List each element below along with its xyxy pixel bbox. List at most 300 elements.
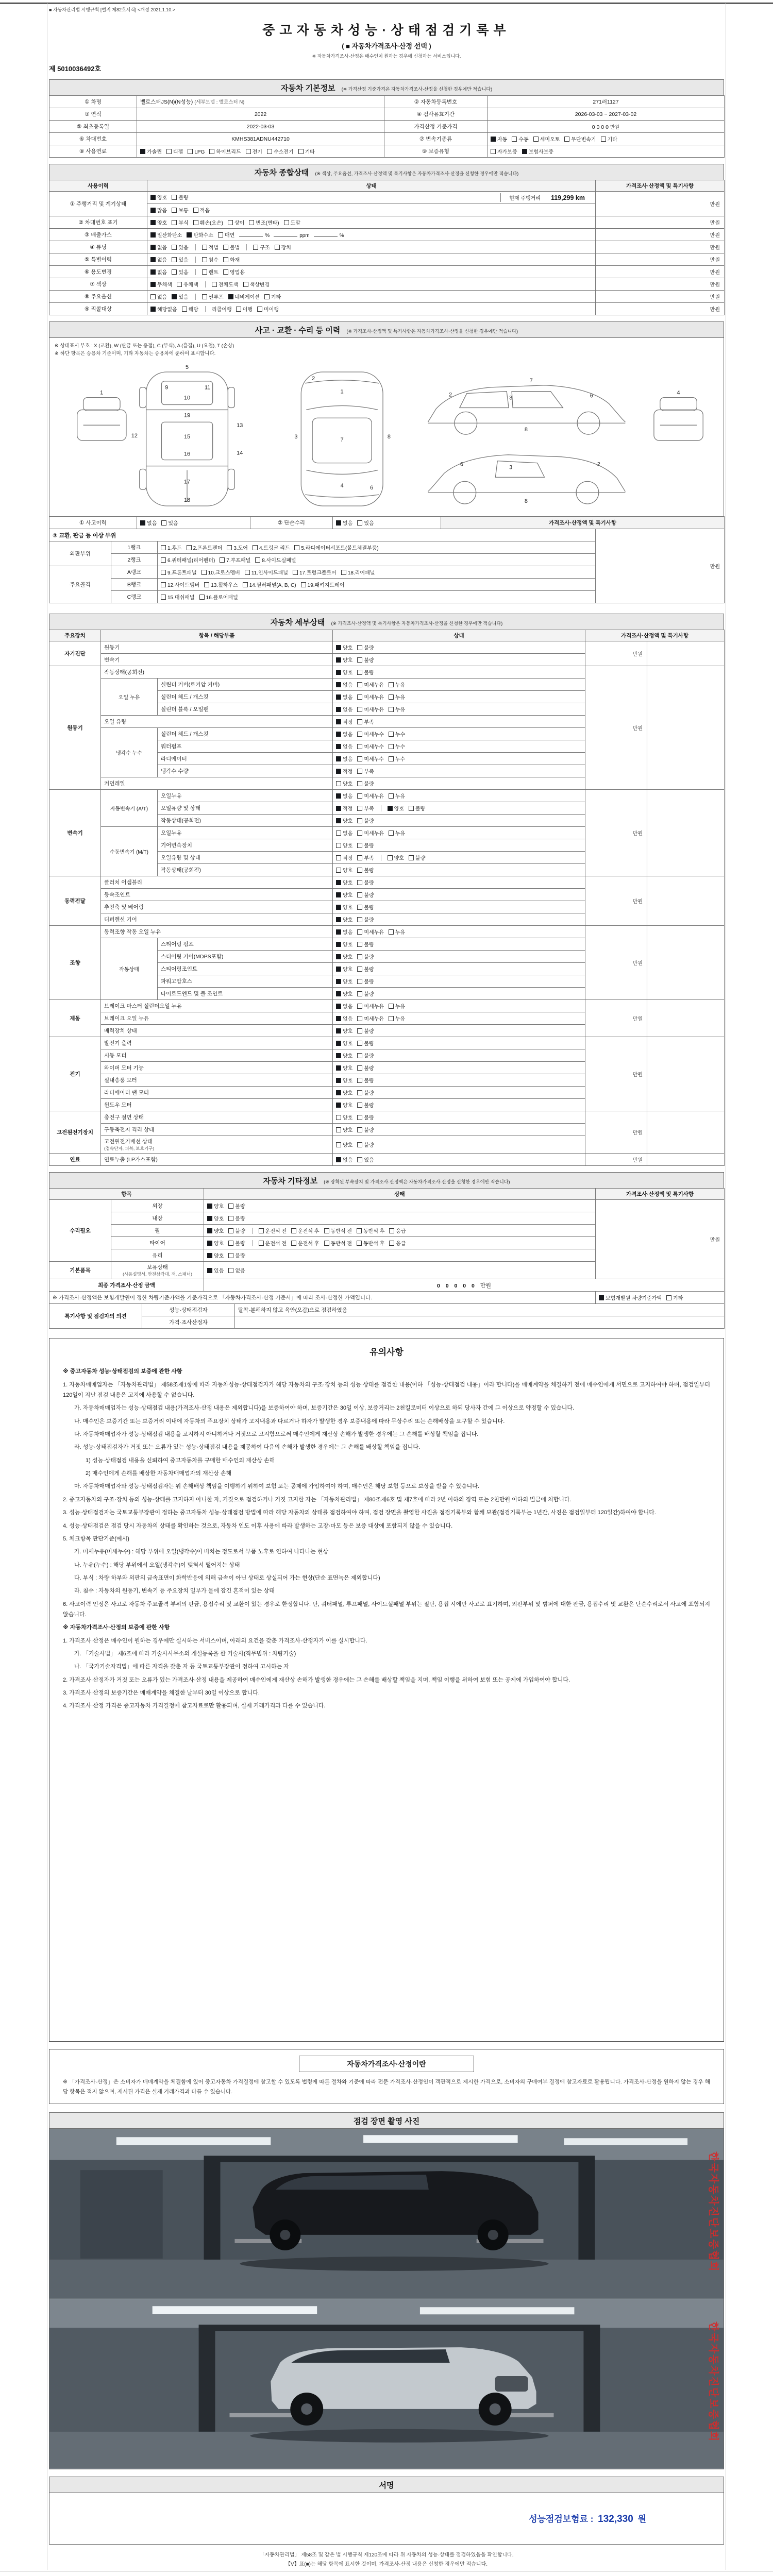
checkbox-unchecked-icon[interactable]: [357, 732, 362, 737]
checkbox-unchecked-icon[interactable]: [357, 991, 362, 996]
checkbox-checked-icon[interactable]: [336, 1103, 341, 1108]
checkbox-option[interactable]: [491, 135, 507, 143]
checkbox-checked-icon[interactable]: [336, 880, 341, 885]
checkbox-option[interactable]: [357, 693, 384, 701]
checkbox-option[interactable]: [172, 206, 188, 214]
checkbox-option[interactable]: [336, 519, 352, 527]
checkbox-unchecked-icon[interactable]: [491, 149, 496, 154]
checkbox-unchecked-icon[interactable]: [161, 557, 166, 563]
checkbox-checked-icon[interactable]: [336, 682, 341, 687]
checkbox-unchecked-icon[interactable]: [161, 595, 166, 600]
checkbox-option[interactable]: [389, 755, 405, 762]
checkbox-unchecked-icon[interactable]: [533, 137, 539, 142]
checkbox-checked-icon[interactable]: [336, 954, 341, 959]
checkbox-option[interactable]: [291, 1227, 319, 1234]
checkbox-checked-icon[interactable]: [150, 282, 156, 287]
checkbox-unchecked-icon[interactable]: [357, 818, 362, 823]
checkbox-option[interactable]: [172, 243, 188, 251]
checkbox-checked-icon[interactable]: [150, 220, 156, 225]
checkbox-option[interactable]: [389, 1227, 406, 1234]
checkbox-unchecked-icon[interactable]: [220, 557, 225, 563]
checkbox-unchecked-icon[interactable]: [512, 137, 517, 142]
checkbox-unchecked-icon[interactable]: [564, 137, 569, 142]
checkbox-option[interactable]: [336, 878, 352, 886]
checkbox-unchecked-icon[interactable]: [336, 831, 341, 836]
checkbox-option[interactable]: [259, 1239, 287, 1247]
checkbox-option[interactable]: [357, 903, 374, 911]
checkbox-checked-icon[interactable]: [336, 732, 341, 737]
checkbox-option[interactable]: [172, 293, 188, 300]
checkbox-option[interactable]: [187, 544, 223, 551]
checkbox-option[interactable]: [389, 928, 405, 936]
checkbox-unchecked-icon[interactable]: [172, 269, 177, 275]
checkbox-option[interactable]: [357, 990, 374, 997]
checkbox-option[interactable]: [357, 767, 374, 775]
checkbox-option[interactable]: [207, 1239, 224, 1247]
checkbox-option[interactable]: [264, 293, 281, 300]
checkbox-unchecked-icon[interactable]: [202, 257, 207, 262]
checkbox-option[interactable]: [228, 1227, 245, 1234]
checkbox-option[interactable]: [336, 1141, 352, 1148]
checkbox-option[interactable]: [491, 147, 517, 155]
checkbox-option[interactable]: [336, 755, 352, 762]
checkbox-unchecked-icon[interactable]: [357, 645, 362, 650]
checkbox-option[interactable]: [388, 804, 404, 812]
checkbox-unchecked-icon[interactable]: [389, 793, 394, 799]
checkbox-unchecked-icon[interactable]: [357, 979, 362, 984]
checkbox-option[interactable]: [166, 147, 183, 155]
checkbox-option[interactable]: [336, 779, 352, 787]
checkbox-checked-icon[interactable]: [336, 1065, 341, 1071]
checkbox-unchecked-icon[interactable]: [161, 582, 166, 587]
checkbox-unchecked-icon[interactable]: [243, 282, 248, 287]
checkbox-option[interactable]: [336, 1039, 352, 1047]
checkbox-unchecked-icon[interactable]: [357, 880, 362, 885]
checkbox-unchecked-icon[interactable]: [388, 855, 393, 860]
checkbox-option[interactable]: [336, 742, 352, 750]
checkbox-checked-icon[interactable]: [336, 694, 341, 700]
checkbox-option[interactable]: [255, 556, 296, 564]
checkbox-unchecked-icon[interactable]: [336, 781, 341, 786]
checkbox-checked-icon[interactable]: [336, 657, 341, 663]
checkbox-option[interactable]: [336, 1002, 352, 1010]
checkbox-option[interactable]: [172, 218, 188, 226]
checkbox-checked-icon[interactable]: [150, 307, 156, 312]
checkbox-unchecked-icon[interactable]: [336, 855, 341, 860]
checkbox-option[interactable]: [336, 916, 352, 923]
checkbox-unchecked-icon[interactable]: [166, 149, 172, 154]
checkbox-unchecked-icon[interactable]: [204, 582, 209, 587]
checkbox-option[interactable]: [218, 231, 234, 239]
checkbox-option[interactable]: [336, 928, 352, 936]
checkbox-checked-icon[interactable]: [187, 232, 192, 238]
checkbox-unchecked-icon[interactable]: [172, 245, 177, 250]
checkbox-option[interactable]: [212, 280, 239, 288]
checkbox-checked-icon[interactable]: [336, 520, 341, 526]
checkbox-unchecked-icon[interactable]: [357, 954, 362, 959]
checkbox-option[interactable]: [207, 1227, 224, 1234]
checkbox-unchecked-icon[interactable]: [357, 1078, 362, 1083]
checkbox-option[interactable]: [357, 1089, 374, 1096]
checkbox-checked-icon[interactable]: [336, 818, 341, 823]
checkbox-option[interactable]: [357, 866, 374, 874]
checkbox-unchecked-icon[interactable]: [236, 307, 241, 312]
checkbox-unchecked-icon[interactable]: [389, 1016, 394, 1021]
checkbox-option[interactable]: [336, 668, 352, 676]
checkbox-unchecked-icon[interactable]: [172, 195, 177, 200]
checkbox-option[interactable]: [389, 681, 405, 688]
checkbox-unchecked-icon[interactable]: [161, 570, 166, 575]
checkbox-option[interactable]: [202, 243, 219, 251]
checkbox-option[interactable]: [223, 268, 245, 276]
checkbox-option[interactable]: [253, 544, 290, 551]
checkbox-unchecked-icon[interactable]: [336, 868, 341, 873]
checkbox-option[interactable]: [150, 243, 167, 251]
checkbox-option[interactable]: [228, 1214, 245, 1222]
checkbox-option[interactable]: [182, 305, 198, 313]
checkbox-option[interactable]: [336, 1126, 352, 1133]
checkbox-option[interactable]: [199, 593, 238, 601]
checkbox-unchecked-icon[interactable]: [389, 929, 394, 935]
checkbox-option[interactable]: [357, 742, 384, 750]
checkbox-unchecked-icon[interactable]: [357, 756, 362, 761]
checkbox-option[interactable]: [161, 581, 199, 588]
checkbox-unchecked-icon[interactable]: [161, 545, 166, 550]
checkbox-checked-icon[interactable]: [336, 1053, 341, 1058]
checkbox-unchecked-icon[interactable]: [201, 570, 207, 575]
checkbox-option[interactable]: [202, 268, 219, 276]
checkbox-option[interactable]: [336, 1089, 352, 1096]
checkbox-option[interactable]: [201, 568, 240, 576]
checkbox-option[interactable]: [357, 878, 374, 886]
checkbox-option[interactable]: [161, 519, 178, 527]
checkbox-option[interactable]: [298, 147, 315, 155]
checkbox-checked-icon[interactable]: [207, 1268, 212, 1273]
checkbox-checked-icon[interactable]: [336, 645, 341, 650]
checkbox-unchecked-icon[interactable]: [202, 269, 207, 275]
checkbox-unchecked-icon[interactable]: [357, 1016, 362, 1021]
checkbox-checked-icon[interactable]: [207, 1241, 212, 1246]
checkbox-option[interactable]: [336, 705, 352, 713]
checkbox-option[interactable]: [172, 268, 188, 276]
checkbox-checked-icon[interactable]: [336, 707, 341, 712]
checkbox-unchecked-icon[interactable]: [228, 1204, 233, 1209]
checkbox-option[interactable]: [336, 693, 352, 701]
checkbox-unchecked-icon[interactable]: [341, 570, 346, 575]
checkbox-option[interactable]: [245, 568, 288, 576]
checkbox-option[interactable]: [336, 977, 352, 985]
checkbox-option[interactable]: [389, 705, 405, 713]
checkbox-unchecked-icon[interactable]: [228, 1241, 233, 1246]
checkbox-option[interactable]: [324, 1239, 352, 1247]
checkbox-option[interactable]: [161, 593, 195, 601]
checkbox-unchecked-icon[interactable]: [409, 806, 414, 811]
checkbox-checked-icon[interactable]: [336, 942, 341, 947]
checkbox-option[interactable]: [204, 581, 238, 588]
checkbox-option[interactable]: [357, 829, 384, 837]
checkbox-unchecked-icon[interactable]: [389, 694, 394, 700]
checkbox-option[interactable]: [140, 147, 162, 155]
checkbox-checked-icon[interactable]: [336, 967, 341, 972]
checkbox-unchecked-icon[interactable]: [357, 793, 362, 799]
checkbox-option[interactable]: [336, 767, 352, 775]
checkbox-unchecked-icon[interactable]: [357, 682, 362, 687]
checkbox-option[interactable]: [291, 1239, 319, 1247]
checkbox-option[interactable]: [357, 643, 374, 651]
checkbox-checked-icon[interactable]: [336, 769, 341, 774]
checkbox-option[interactable]: [228, 1251, 245, 1259]
checkbox-option[interactable]: [409, 854, 425, 861]
checkbox-unchecked-icon[interactable]: [357, 892, 362, 897]
checkbox-option[interactable]: [357, 718, 374, 725]
checkbox-unchecked-icon[interactable]: [228, 1253, 233, 1258]
checkbox-option[interactable]: [357, 1014, 384, 1022]
checkbox-option[interactable]: [187, 231, 213, 239]
checkbox-option[interactable]: [140, 519, 157, 527]
checkbox-option[interactable]: [336, 1076, 352, 1084]
checkbox-option[interactable]: [228, 293, 260, 300]
checkbox-unchecked-icon[interactable]: [249, 220, 254, 225]
checkbox-option[interactable]: [389, 1239, 406, 1247]
checkbox-checked-icon[interactable]: [336, 719, 341, 724]
checkbox-unchecked-icon[interactable]: [601, 137, 606, 142]
checkbox-unchecked-icon[interactable]: [188, 149, 193, 154]
checkbox-option[interactable]: [522, 147, 553, 155]
checkbox-unchecked-icon[interactable]: [275, 245, 280, 250]
checkbox-unchecked-icon[interactable]: [357, 1065, 362, 1071]
checkbox-option[interactable]: [357, 1156, 374, 1163]
checkbox-option[interactable]: [207, 1266, 224, 1274]
checkbox-checked-icon[interactable]: [207, 1228, 212, 1233]
checkbox-unchecked-icon[interactable]: [389, 682, 394, 687]
checkbox-unchecked-icon[interactable]: [223, 257, 228, 262]
checkbox-unchecked-icon[interactable]: [172, 208, 177, 213]
checkbox-unchecked-icon[interactable]: [357, 707, 362, 712]
checkbox-unchecked-icon[interactable]: [228, 1216, 233, 1221]
checkbox-option[interactable]: [512, 135, 528, 143]
checkbox-option[interactable]: [357, 1064, 374, 1072]
checkbox-option[interactable]: [275, 243, 291, 251]
checkbox-checked-icon[interactable]: [336, 1028, 341, 1033]
checkbox-option[interactable]: [228, 1239, 245, 1247]
checkbox-unchecked-icon[interactable]: [177, 282, 182, 287]
checkbox-unchecked-icon[interactable]: [161, 520, 166, 526]
checkbox-unchecked-icon[interactable]: [298, 149, 304, 154]
checkbox-checked-icon[interactable]: [336, 929, 341, 935]
checkbox-unchecked-icon[interactable]: [228, 220, 233, 225]
checkbox-option[interactable]: [666, 1294, 683, 1301]
checkbox-unchecked-icon[interactable]: [357, 719, 362, 724]
checkbox-option[interactable]: [150, 206, 167, 214]
checkbox-unchecked-icon[interactable]: [324, 1241, 329, 1246]
checkbox-option[interactable]: [193, 218, 223, 226]
checkbox-checked-icon[interactable]: [150, 269, 156, 275]
checkbox-option[interactable]: [357, 519, 374, 527]
checkbox-unchecked-icon[interactable]: [202, 245, 207, 250]
checkbox-unchecked-icon[interactable]: [324, 1228, 329, 1233]
checkbox-option[interactable]: [336, 940, 352, 948]
checkbox-option[interactable]: [188, 149, 205, 155]
checkbox-option[interactable]: [389, 742, 405, 750]
checkbox-checked-icon[interactable]: [150, 208, 156, 213]
checkbox-unchecked-icon[interactable]: [336, 1142, 341, 1147]
checkbox-option[interactable]: [161, 556, 215, 564]
checkbox-option[interactable]: [259, 1227, 287, 1234]
checkbox-option[interactable]: [357, 668, 374, 676]
checkbox-option[interactable]: [336, 656, 352, 664]
checkbox-option[interactable]: [409, 804, 425, 812]
checkbox-unchecked-icon[interactable]: [301, 582, 306, 587]
checkbox-option[interactable]: [243, 581, 296, 588]
checkbox-option[interactable]: [284, 218, 300, 226]
checkbox-unchecked-icon[interactable]: [389, 1228, 394, 1233]
checkbox-checked-icon[interactable]: [207, 1253, 212, 1258]
checkbox-option[interactable]: [564, 135, 596, 143]
checkbox-option[interactable]: [357, 841, 374, 849]
checkbox-option[interactable]: [301, 581, 345, 588]
checkbox-unchecked-icon[interactable]: [357, 1053, 362, 1058]
checkbox-unchecked-icon[interactable]: [357, 942, 362, 947]
checkbox-unchecked-icon[interactable]: [212, 282, 217, 287]
checkbox-option[interactable]: [223, 243, 240, 251]
checkbox-option[interactable]: [357, 755, 384, 762]
checkbox-option[interactable]: [336, 718, 352, 725]
checkbox-option[interactable]: [193, 206, 210, 214]
checkbox-option[interactable]: [336, 681, 352, 688]
checkbox-option[interactable]: [341, 568, 375, 576]
checkbox-option[interactable]: [357, 1052, 374, 1059]
checkbox-unchecked-icon[interactable]: [182, 307, 187, 312]
checkbox-unchecked-icon[interactable]: [357, 967, 362, 972]
checkbox-checked-icon[interactable]: [388, 806, 393, 811]
checkbox-checked-icon[interactable]: [172, 294, 177, 299]
checkbox-unchecked-icon[interactable]: [264, 294, 270, 299]
checkbox-unchecked-icon[interactable]: [253, 545, 258, 550]
checkbox-unchecked-icon[interactable]: [357, 781, 362, 786]
checkbox-unchecked-icon[interactable]: [199, 595, 205, 600]
checkbox-option[interactable]: [207, 1202, 224, 1210]
checkbox-checked-icon[interactable]: [336, 744, 341, 749]
checkbox-unchecked-icon[interactable]: [357, 917, 362, 922]
checkbox-checked-icon[interactable]: [336, 892, 341, 897]
checkbox-unchecked-icon[interactable]: [336, 1127, 341, 1132]
checkbox-option[interactable]: [227, 544, 248, 551]
checkbox-option[interactable]: [336, 730, 352, 738]
checkbox-unchecked-icon[interactable]: [357, 1004, 362, 1009]
checkbox-unchecked-icon[interactable]: [357, 657, 362, 663]
checkbox-option[interactable]: [336, 1064, 352, 1072]
checkbox-option[interactable]: [177, 280, 198, 288]
checkbox-unchecked-icon[interactable]: [357, 905, 362, 910]
checkbox-checked-icon[interactable]: [336, 1157, 341, 1162]
checkbox-checked-icon[interactable]: [150, 232, 156, 238]
checkbox-option[interactable]: [336, 903, 352, 911]
checkbox-unchecked-icon[interactable]: [357, 769, 362, 774]
checkbox-option[interactable]: [357, 965, 374, 973]
checkbox-option[interactable]: [336, 643, 352, 651]
checkbox-option[interactable]: [357, 1076, 374, 1084]
checkbox-unchecked-icon[interactable]: [389, 1241, 394, 1246]
checkbox-option[interactable]: [336, 817, 352, 824]
checkbox-checked-icon[interactable]: [150, 245, 156, 250]
checkbox-option[interactable]: [357, 705, 384, 713]
checkbox-unchecked-icon[interactable]: [357, 520, 362, 526]
checkbox-unchecked-icon[interactable]: [389, 1004, 394, 1009]
checkbox-unchecked-icon[interactable]: [389, 707, 394, 712]
checkbox-unchecked-icon[interactable]: [294, 545, 299, 550]
checkbox-option[interactable]: [207, 1251, 224, 1259]
checkbox-option[interactable]: [150, 256, 167, 263]
checkbox-option[interactable]: [207, 1214, 224, 1222]
checkbox-option[interactable]: [336, 1113, 352, 1121]
checkbox-option[interactable]: [357, 804, 374, 812]
checkbox-unchecked-icon[interactable]: [389, 756, 394, 761]
checkbox-unchecked-icon[interactable]: [293, 570, 298, 575]
checkbox-unchecked-icon[interactable]: [193, 208, 198, 213]
checkbox-option[interactable]: [389, 1002, 405, 1010]
checkbox-checked-icon[interactable]: [228, 294, 233, 299]
checkbox-option[interactable]: [336, 990, 352, 997]
checkbox-checked-icon[interactable]: [336, 793, 341, 799]
checkbox-checked-icon[interactable]: [207, 1216, 212, 1221]
checkbox-option[interactable]: [357, 1101, 374, 1109]
checkbox-checked-icon[interactable]: [150, 257, 156, 262]
checkbox-option[interactable]: [249, 218, 279, 226]
checkbox-option[interactable]: [336, 866, 352, 874]
checkbox-option[interactable]: [228, 1266, 245, 1274]
checkbox-unchecked-icon[interactable]: [357, 1241, 362, 1246]
checkbox-unchecked-icon[interactable]: [357, 744, 362, 749]
checkbox-option[interactable]: [389, 693, 405, 701]
checkbox-option[interactable]: [389, 792, 405, 800]
checkbox-option[interactable]: [336, 854, 352, 861]
checkbox-checked-icon[interactable]: [336, 905, 341, 910]
checkbox-option[interactable]: [389, 829, 405, 837]
checkbox-unchecked-icon[interactable]: [218, 232, 223, 238]
checkbox-checked-icon[interactable]: [150, 195, 156, 200]
checkbox-option[interactable]: [228, 1202, 245, 1210]
checkbox-checked-icon[interactable]: [522, 149, 527, 154]
checkbox-checked-icon[interactable]: [336, 1004, 341, 1009]
checkbox-checked-icon[interactable]: [336, 917, 341, 922]
checkbox-checked-icon[interactable]: [336, 1016, 341, 1021]
checkbox-unchecked-icon[interactable]: [259, 1228, 264, 1233]
checkbox-option[interactable]: [357, 681, 384, 688]
checkbox-option[interactable]: [236, 305, 253, 313]
checkbox-option[interactable]: [357, 916, 374, 923]
checkbox-checked-icon[interactable]: [336, 1090, 341, 1095]
price-survey-select-option[interactable]: ( ■ 자동차가격조사·산정 선택 ): [342, 42, 431, 50]
checkbox-option[interactable]: [357, 779, 374, 787]
checkbox-option[interactable]: [293, 568, 337, 576]
checkbox-unchecked-icon[interactable]: [357, 1115, 362, 1120]
checkbox-unchecked-icon[interactable]: [389, 744, 394, 749]
checkbox-checked-icon[interactable]: [599, 1295, 604, 1300]
checkbox-unchecked-icon[interactable]: [357, 1103, 362, 1108]
checkbox-unchecked-icon[interactable]: [357, 855, 362, 860]
checkbox-unchecked-icon[interactable]: [357, 929, 362, 935]
checkbox-unchecked-icon[interactable]: [357, 1127, 362, 1132]
checkbox-unchecked-icon[interactable]: [357, 806, 362, 811]
checkbox-option[interactable]: [357, 817, 374, 824]
checkbox-option[interactable]: [336, 953, 352, 960]
checkbox-unchecked-icon[interactable]: [193, 220, 198, 225]
checkbox-option[interactable]: [220, 556, 250, 564]
checkbox-option[interactable]: [172, 193, 188, 201]
checkbox-option[interactable]: [150, 280, 172, 288]
checkbox-option[interactable]: [357, 1002, 384, 1010]
checkbox-option[interactable]: [357, 977, 374, 985]
